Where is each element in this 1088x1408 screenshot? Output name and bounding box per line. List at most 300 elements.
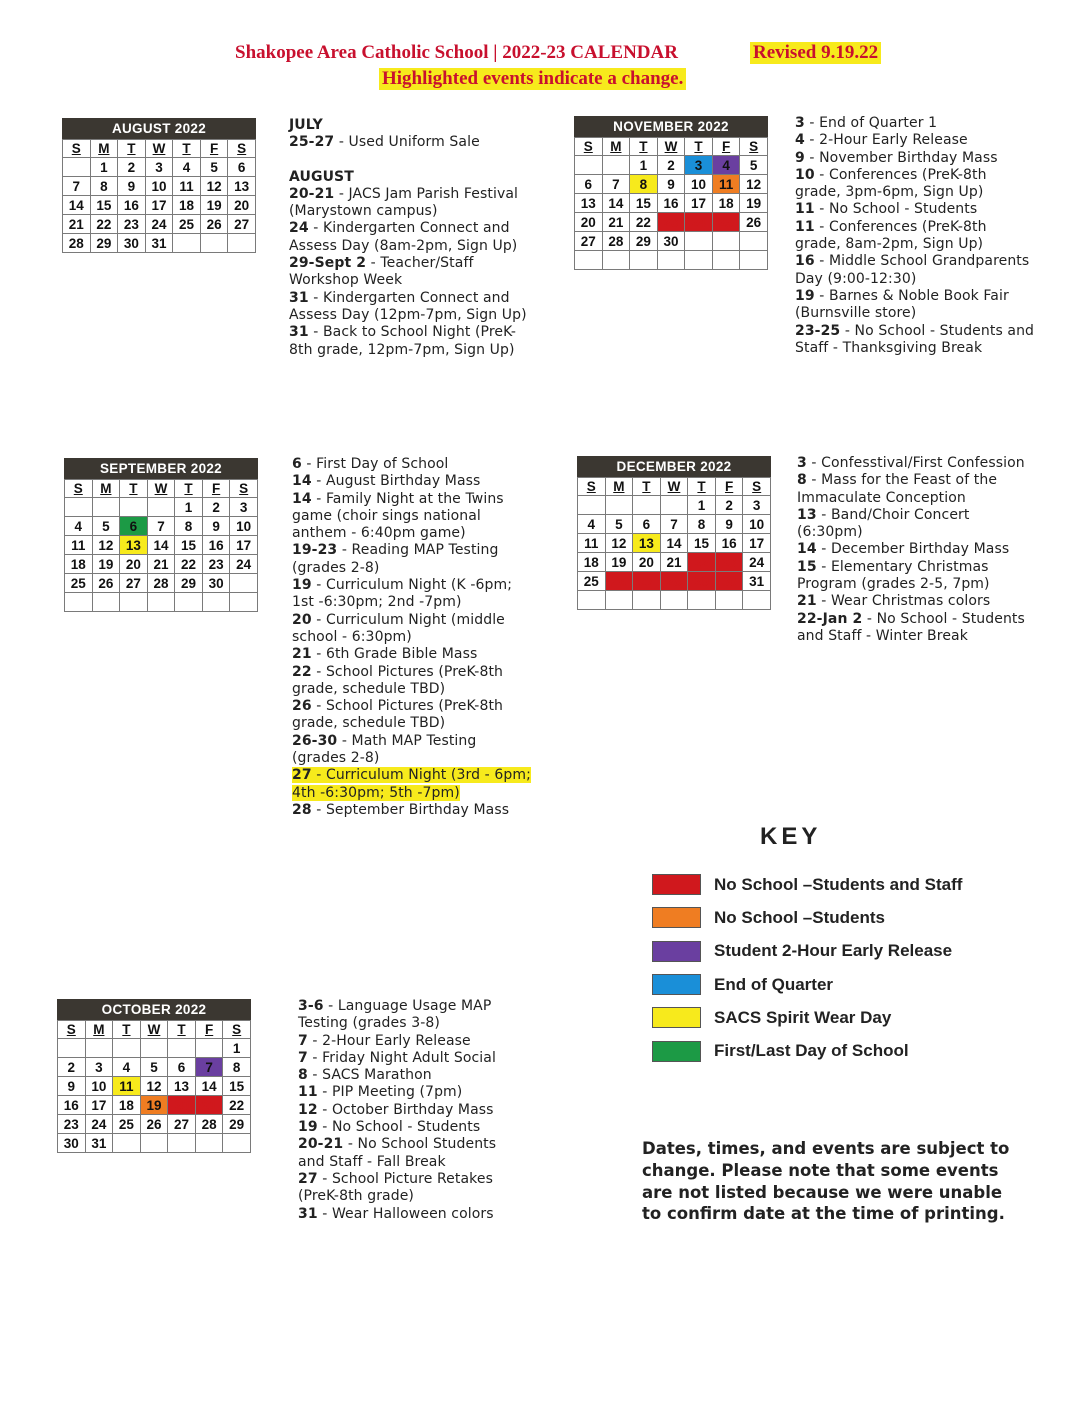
key-label: Student 2-Hour Early Release: [714, 941, 953, 961]
event-text: - Elementary Christmas Program (grades 2-5, 7pm): [797, 558, 990, 593]
weekday-header: T: [120, 480, 148, 498]
day-cell: 2: [202, 498, 230, 517]
empty-cell: [92, 498, 120, 517]
event-text: - No School - Students and Staff - Winter Break: [797, 610, 1025, 644]
key-item: [652, 1034, 962, 1067]
key-label: No School –Students: [714, 907, 885, 927]
event-item: [795, 201, 1035, 218]
day-cell: 22: [688, 553, 716, 572]
day-cell: 18: [578, 553, 606, 572]
day-cell: 19: [200, 196, 228, 215]
event-text: - No School - Students: [814, 201, 978, 218]
event-date: 29-Sept 2: [289, 255, 367, 272]
event-text: - Band/Choir Concert (6:30pm): [797, 506, 970, 541]
event-date: 14: [797, 541, 817, 558]
weekday-header: W: [660, 478, 688, 496]
week-row: [65, 593, 258, 612]
week-row: [575, 251, 768, 270]
week-row: [63, 158, 256, 177]
day-cell: 24: [145, 215, 173, 234]
event-item: [292, 473, 532, 490]
day-cell: 12: [740, 175, 768, 194]
day-cell: 19: [740, 194, 768, 213]
empty-cell: [575, 156, 603, 175]
event-item: [289, 255, 529, 290]
event-text: - 2-Hour Early Release: [307, 1032, 471, 1049]
empty-cell: [147, 593, 175, 612]
weekday-header: T: [173, 140, 201, 158]
empty-cell: [173, 234, 201, 253]
event-text: - School Pictures (PreK-8th grade, schedule TBD): [292, 663, 504, 697]
empty-cell: [230, 574, 258, 593]
empty-cell: [65, 593, 93, 612]
day-cell: 27: [168, 1115, 196, 1134]
event-item: [292, 456, 532, 473]
month-title: SEPTEMBER 2022: [64, 458, 258, 479]
empty-cell: [200, 234, 228, 253]
event-text: - End of Quarter 1: [804, 115, 938, 131]
day-cell: 10: [743, 515, 771, 534]
empty-cell: [605, 591, 633, 610]
day-cell: 18: [712, 194, 740, 213]
day-cell: 22: [630, 213, 658, 232]
event-date: 27: [298, 1170, 318, 1187]
empty-cell: [605, 496, 633, 515]
event-item: [797, 541, 1037, 558]
day-cell: 1: [90, 158, 118, 177]
empty-cell: [168, 1039, 196, 1058]
empty-cell: [113, 1134, 141, 1153]
event-date: 31: [289, 289, 309, 306]
day-cell: 12: [200, 177, 228, 196]
key-swatch: [652, 974, 701, 995]
day-cell: 19: [605, 553, 633, 572]
event-text: - No School - Students and Staff - Thanksgiving Break: [795, 322, 1035, 356]
event-text: - JACS Jam Parish Festival (Marystown campus): [289, 185, 519, 220]
day-cell: 4: [113, 1058, 141, 1077]
calendar-august: [62, 118, 256, 253]
weekday-header: S: [230, 480, 258, 498]
empty-cell: [633, 591, 661, 610]
month-grid: [577, 477, 771, 610]
weekday-header: S: [58, 1021, 86, 1039]
event-item: [298, 1102, 510, 1119]
event-date: 4: [795, 132, 805, 149]
event-text: - Friday Night Adult Social: [307, 1049, 496, 1066]
event-text: - Back to School Night (PreK-8th grade, 12pm-7pm, Sign Up): [289, 324, 517, 358]
calendar-december: [577, 456, 771, 610]
month-title: DECEMBER 2022: [577, 456, 771, 477]
day-cell: 10: [85, 1077, 113, 1096]
event-text: - PIP Meeting (7pm): [317, 1084, 463, 1101]
day-cell: 16: [58, 1096, 86, 1115]
day-cell: 11: [712, 175, 740, 194]
empty-cell: [65, 498, 93, 517]
event-date: 24: [289, 220, 309, 237]
week-row: [58, 1039, 251, 1058]
day-cell: 6: [575, 175, 603, 194]
event-date: 26: [292, 698, 312, 715]
event-item: [292, 733, 532, 768]
empty-cell: [575, 251, 603, 270]
key-item: [652, 935, 962, 968]
day-cell: 20: [120, 555, 148, 574]
event-text: - No School Students and Staff - Fall Break: [298, 1136, 497, 1170]
weekday-header: S: [743, 478, 771, 496]
event-item: [292, 612, 532, 647]
day-cell: 9: [58, 1077, 86, 1096]
weekday-header: T: [630, 138, 658, 156]
event-date: 19: [795, 287, 815, 304]
event-date: 21: [797, 593, 817, 610]
day-cell: 1: [223, 1039, 251, 1058]
event-date: 9: [795, 149, 805, 166]
event-item: [292, 646, 532, 663]
empty-cell: [743, 591, 771, 610]
day-cell: 8: [688, 515, 716, 534]
day-cell: 13: [228, 177, 256, 196]
event-item: [292, 664, 532, 699]
day-cell: 30: [118, 234, 146, 253]
empty-cell: [202, 593, 230, 612]
day-cell: 20: [575, 213, 603, 232]
empty-cell: [602, 251, 630, 270]
day-cell: 26: [740, 213, 768, 232]
event-item: [795, 323, 1035, 358]
event-item: [292, 767, 532, 802]
day-cell: 20: [228, 196, 256, 215]
day-cell: 31: [85, 1134, 113, 1153]
week-row: [65, 555, 258, 574]
event-text: - No School - Students: [317, 1119, 481, 1136]
day-cell: 2: [715, 496, 743, 515]
event-date: 13: [797, 506, 817, 523]
day-cell: 23: [657, 213, 685, 232]
day-cell: 21: [147, 555, 175, 574]
day-cell: 16: [715, 534, 743, 553]
weekday-header: M: [90, 140, 118, 158]
event-item: [292, 491, 532, 543]
event-text: - Curriculum Night (3rd - 6pm; 4th -6:30pm; 5th -7pm): [292, 767, 531, 801]
event-date: 14: [292, 490, 312, 507]
day-cell: 21: [602, 213, 630, 232]
day-cell: 26: [92, 574, 120, 593]
month-grid: [574, 137, 768, 270]
week-row: [63, 234, 256, 253]
week-row: [65, 498, 258, 517]
day-cell: 31: [145, 234, 173, 253]
month-heading: JULY: [289, 117, 323, 133]
event-item: [289, 290, 529, 325]
day-cell: 14: [195, 1077, 223, 1096]
day-cell: 15: [688, 534, 716, 553]
day-cell: 11: [65, 536, 93, 555]
events-october: [298, 998, 510, 1223]
day-cell: 7: [660, 515, 688, 534]
event-date: 22: [292, 663, 312, 680]
event-text: - Kindergarten Connect and Assess Day (8am-2pm, Sign Up): [289, 220, 518, 254]
event-item: [289, 220, 529, 255]
day-cell: 6: [633, 515, 661, 534]
weekday-header: S: [223, 1021, 251, 1039]
day-cell: 22: [223, 1096, 251, 1115]
day-cell: 19: [92, 555, 120, 574]
spacer: [289, 152, 529, 169]
day-cell: 13: [120, 536, 148, 555]
week-row: [58, 1058, 251, 1077]
day-cell: 3: [85, 1058, 113, 1077]
event-text: - 6th Grade Bible Mass: [311, 646, 478, 663]
event-text: - Family Night at the Twins game (choir sings national anthem - 6:40pm game): [292, 490, 504, 542]
day-cell: 4: [712, 156, 740, 175]
empty-cell: [85, 1039, 113, 1058]
event-date: 22-Jan 2: [797, 610, 863, 627]
day-cell: 8: [175, 517, 203, 536]
week-row: [65, 517, 258, 536]
event-item: [797, 611, 1037, 646]
empty-cell: [660, 591, 688, 610]
event-text: - Confesstival/First Confession: [806, 455, 1025, 471]
week-row: [58, 1077, 251, 1096]
weekday-header: M: [85, 1021, 113, 1039]
day-cell: 6: [228, 158, 256, 177]
week-row: [65, 574, 258, 593]
key-swatch: [652, 874, 701, 895]
day-cell: 16: [118, 196, 146, 215]
empty-cell: [657, 251, 685, 270]
weekday-header: M: [92, 480, 120, 498]
day-cell: 28: [147, 574, 175, 593]
event-text: - Curriculum Night (middle school - 6:30pm): [292, 611, 505, 645]
weekday-header: T: [633, 478, 661, 496]
page-header: [0, 42, 1088, 89]
empty-cell: [140, 1039, 168, 1058]
event-date: 20-21: [289, 185, 335, 202]
weekday-header: F: [200, 140, 228, 158]
day-cell: 30: [715, 572, 743, 591]
day-cell: 20: [633, 553, 661, 572]
day-cell: 15: [175, 536, 203, 555]
event-item: [298, 1050, 510, 1067]
key-swatch: [652, 941, 701, 962]
event-item: [795, 150, 1035, 167]
day-cell: 23: [118, 215, 146, 234]
event-item: [298, 1171, 510, 1206]
day-cell: 28: [602, 232, 630, 251]
event-date: 3: [795, 115, 805, 131]
weekday-header: T: [688, 478, 716, 496]
day-cell: 7: [63, 177, 91, 196]
day-cell: 21: [63, 215, 91, 234]
events-september: [292, 456, 532, 819]
day-cell: 1: [175, 498, 203, 517]
empty-cell: [195, 1134, 223, 1153]
event-item: [292, 698, 532, 733]
day-cell: 15: [223, 1077, 251, 1096]
day-cell: 29: [688, 572, 716, 591]
event-date: 7: [298, 1049, 308, 1066]
weekday-header: S: [578, 478, 606, 496]
week-row: [575, 175, 768, 194]
week-row: [575, 156, 768, 175]
day-cell: 24: [685, 213, 713, 232]
month-grid: [62, 139, 256, 253]
event-text: - Mass for the Feast of the Immaculate Conception: [797, 472, 998, 506]
key-swatch: [652, 907, 701, 928]
empty-cell: [740, 232, 768, 251]
day-cell: 21: [660, 553, 688, 572]
day-cell: 18: [173, 196, 201, 215]
day-cell: 5: [140, 1058, 168, 1077]
day-cell: 7: [602, 175, 630, 194]
day-cell: 11: [173, 177, 201, 196]
weekday-header: S: [740, 138, 768, 156]
month-title: OCTOBER 2022: [57, 999, 251, 1020]
event-text: - Wear Christmas colors: [816, 593, 991, 610]
day-cell: 14: [602, 194, 630, 213]
event-item: [795, 132, 1035, 149]
day-cell: 28: [660, 572, 688, 591]
event-item: [298, 1067, 510, 1084]
event-date: 14: [292, 473, 312, 490]
day-cell: 4: [65, 517, 93, 536]
weekday-header: S: [63, 140, 91, 158]
day-cell: 21: [195, 1096, 223, 1115]
day-cell: 13: [633, 534, 661, 553]
empty-cell: [120, 498, 148, 517]
event-text: - SACS Marathon: [307, 1067, 432, 1084]
event-date: 31: [298, 1205, 318, 1222]
week-row: [578, 572, 771, 591]
event-date: 15: [797, 558, 817, 575]
week-row: [578, 534, 771, 553]
empty-cell: [712, 232, 740, 251]
event-date: 10: [795, 166, 815, 183]
day-cell: 25: [578, 572, 606, 591]
event-item: [797, 593, 1037, 610]
event-date: 20-21: [298, 1136, 344, 1153]
weekday-header: T: [168, 1021, 196, 1039]
event-text: - Language Usage MAP Testing (grades 3-8): [298, 998, 492, 1032]
event-item: [797, 455, 1037, 472]
day-cell: 28: [63, 234, 91, 253]
event-item: [298, 1033, 510, 1050]
empty-cell: [688, 591, 716, 610]
key-swatch: [652, 1041, 701, 1062]
day-cell: 3: [685, 156, 713, 175]
weekday-header: W: [147, 480, 175, 498]
day-cell: 5: [605, 515, 633, 534]
day-cell: 15: [630, 194, 658, 213]
day-cell: 26: [605, 572, 633, 591]
event-item: [797, 472, 1037, 507]
event-item: [797, 559, 1037, 594]
month-heading: AUGUST: [289, 168, 354, 185]
day-cell: 5: [92, 517, 120, 536]
day-cell: 23: [202, 555, 230, 574]
event-item: [292, 577, 532, 612]
event-date: 19: [292, 577, 312, 594]
day-cell: 20: [168, 1096, 196, 1115]
event-date: 21: [292, 646, 312, 663]
week-row: [63, 196, 256, 215]
day-cell: 14: [63, 196, 91, 215]
empty-cell: [228, 234, 256, 253]
empty-cell: [147, 498, 175, 517]
day-cell: 22: [175, 555, 203, 574]
calendar-november: [574, 116, 768, 270]
day-cell: 27: [120, 574, 148, 593]
day-cell: 26: [200, 215, 228, 234]
empty-cell: [712, 251, 740, 270]
day-cell: 24: [85, 1115, 113, 1134]
weekday-header: W: [145, 140, 173, 158]
page-title: Shakopee Area Catholic School | 2022-23 CALENDAR: [235, 42, 678, 63]
day-cell: 13: [168, 1077, 196, 1096]
day-cell: 9: [715, 515, 743, 534]
week-row: [65, 536, 258, 555]
weekday-header: F: [202, 480, 230, 498]
day-cell: 24: [230, 555, 258, 574]
week-row: [578, 515, 771, 534]
event-date: 31: [289, 324, 309, 341]
event-date: 11: [795, 201, 815, 218]
day-cell: 30: [657, 232, 685, 251]
day-cell: 13: [575, 194, 603, 213]
event-text: - School Pictures (PreK-8th grade, schedule TBD): [292, 698, 504, 732]
event-text: - Conferences (PreK-8th grade, 3pm-6pm, Sign Up): [795, 166, 987, 201]
key-title: KEY: [760, 823, 822, 850]
event-text: - Curriculum Night (K -6pm; 1st -6:30pm; 2nd -7pm): [292, 577, 513, 611]
day-cell: 5: [200, 158, 228, 177]
key-swatch: [652, 1007, 701, 1028]
event-date: 27: [292, 767, 312, 784]
page-subtitle: Highlighted events indicate a change.: [379, 68, 686, 90]
event-date: 8: [797, 472, 807, 489]
day-cell: 26: [140, 1115, 168, 1134]
event-text: - Used Uniform Sale: [334, 134, 480, 151]
week-row: [63, 215, 256, 234]
day-cell: 9: [202, 517, 230, 536]
day-cell: 29: [630, 232, 658, 251]
events-july-august: [289, 117, 529, 359]
day-cell: 17: [685, 194, 713, 213]
event-item: [298, 1084, 510, 1101]
event-text: - Conferences (PreK-8th grade, 8am-2pm, Sign Up): [795, 218, 987, 253]
day-cell: 10: [145, 177, 173, 196]
week-row: [58, 1115, 251, 1134]
event-date: 26-30: [292, 732, 338, 749]
key-item: [652, 901, 962, 934]
week-row: [575, 232, 768, 251]
event-text: - First Day of School: [301, 456, 449, 472]
empty-cell: [63, 158, 91, 177]
empty-cell: [685, 232, 713, 251]
key-label: End of Quarter: [714, 974, 834, 994]
event-item: [298, 1206, 510, 1223]
weekday-header: F: [715, 478, 743, 496]
weekday-header: T: [685, 138, 713, 156]
event-item: [289, 186, 529, 221]
day-cell: 25: [712, 213, 740, 232]
event-item: [298, 1119, 510, 1136]
key-legend: [652, 868, 962, 1068]
month-title: NOVEMBER 2022: [574, 116, 768, 137]
empty-cell: [175, 593, 203, 612]
event-date: 7: [298, 1032, 308, 1049]
event-item: [292, 542, 532, 577]
day-cell: 27: [633, 572, 661, 591]
